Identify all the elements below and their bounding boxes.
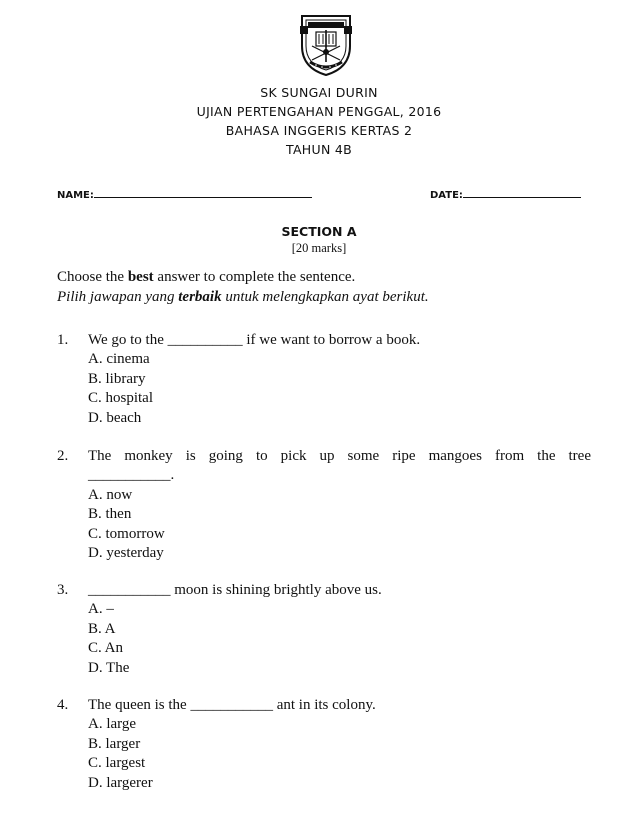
instruction-en-text: Choose the xyxy=(57,269,128,285)
section-marks: [20 marks] xyxy=(291,241,347,255)
option-c[interactable]: C. An xyxy=(88,640,124,657)
option-b[interactable]: B. larger xyxy=(88,735,141,752)
question-4 xyxy=(57,696,591,793)
option-c[interactable]: C. tomorrow xyxy=(88,525,165,542)
instructions xyxy=(57,267,429,307)
name-label: NAME: xyxy=(57,190,94,201)
question-text: ___________ moon is shining brightly above us. xyxy=(88,582,382,598)
option-a[interactable]: A. now xyxy=(88,486,133,503)
instruction-ms-text-end: untuk melengkapkan ayat berikut. xyxy=(221,289,429,305)
option-b[interactable]: B. A xyxy=(88,620,116,637)
option-b[interactable]: B. then xyxy=(88,506,132,523)
option-c[interactable]: C. largest xyxy=(88,755,146,772)
question-text-continuation: ___________. xyxy=(88,467,175,484)
instruction-en-text-end: answer to complete the sentence. xyxy=(153,269,356,285)
section-heading xyxy=(0,223,638,256)
question-number: 4. xyxy=(57,697,69,713)
exam-title: UJIAN PERTENGAHAN PENGGAL, 2016 xyxy=(196,104,442,119)
question-text: The monkey is going to pick up some ripe mangoes from the tree xyxy=(88,448,591,464)
class-title: TAHUN 4B xyxy=(285,142,353,157)
option-d[interactable]: D. The xyxy=(88,659,130,676)
instruction-malay xyxy=(57,287,429,307)
subject-title: BAHASA INGGERIS KERTAS 2 xyxy=(225,123,413,138)
option-a[interactable]: A. large xyxy=(88,716,137,733)
school-crest-icon xyxy=(294,12,358,78)
question-number: 3. xyxy=(57,582,69,598)
question-number: 2. xyxy=(57,448,69,464)
section-title: SECTION A xyxy=(281,224,357,239)
question-text: We go to the __________ if we want to borrow a book. xyxy=(88,332,421,348)
option-a[interactable]: A. cinema xyxy=(88,351,150,368)
name-field[interactable] xyxy=(94,188,312,198)
question-3 xyxy=(57,581,591,678)
instruction-en-emphasis: best xyxy=(127,269,154,285)
instruction-ms-emphasis: terbaik xyxy=(178,289,222,305)
option-d[interactable]: D. beach xyxy=(88,409,142,426)
question-number: 1. xyxy=(57,332,69,348)
option-d[interactable]: D. yesterday xyxy=(88,545,164,562)
name-date-row xyxy=(57,188,597,201)
option-c[interactable]: C. hospital xyxy=(88,390,154,407)
question-1 xyxy=(57,331,591,428)
instruction-english xyxy=(57,267,429,287)
date-label: DATE: xyxy=(430,190,463,201)
school-name: SK SUNGAI DURIN xyxy=(260,85,378,100)
option-a[interactable]: A. – xyxy=(88,601,114,618)
question-text: The queen is the ___________ ant in its colony. xyxy=(88,697,376,713)
option-b[interactable]: B. library xyxy=(88,370,146,387)
date-field[interactable] xyxy=(463,188,581,198)
question-2 xyxy=(57,447,591,563)
instruction-ms-text: Pilih jawapan yang xyxy=(57,289,179,305)
exam-header xyxy=(0,83,638,159)
option-d[interactable]: D. largerer xyxy=(88,774,153,791)
